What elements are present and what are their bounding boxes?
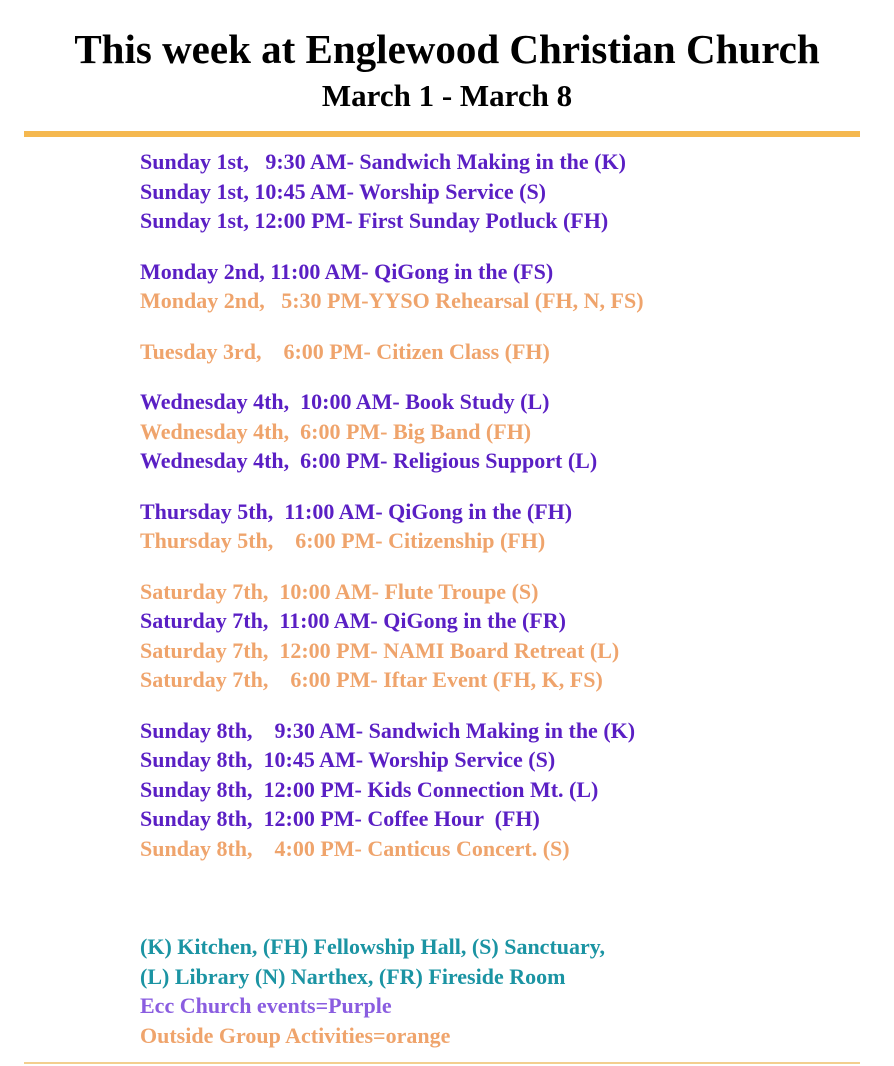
day-group xyxy=(140,147,880,236)
outside-event-line: Tuesday 3rd, 6:00 PM- Citizen Class (FH) xyxy=(140,338,550,364)
outside-event-line: Saturday 7th, 10:00 AM- Flute Troupe (S) xyxy=(140,578,539,604)
day-group xyxy=(140,257,880,316)
top-divider xyxy=(24,131,860,137)
page-title: This week at Englewood Christian Church xyxy=(74,26,820,72)
date-range-subtitle: March 1 - March 8 xyxy=(321,78,573,113)
ecc-event-line: Sunday 8th, 9:30 AM- Sandwich Making in the (K) xyxy=(140,717,636,743)
outside-event-line: Saturday 7th, 6:00 PM- Iftar Event (FH, K, FS) xyxy=(140,667,603,692)
ecc-event-line: Sunday 1st, 9:30 AM- Sandwich Making in the (K) xyxy=(140,149,626,174)
legend-ecc-events-key: Ecc Church events=Purple xyxy=(140,993,392,1018)
ecc-event-line: Sunday 1st, 10:45 AM- Worship Service (S) xyxy=(140,178,547,204)
day-group xyxy=(140,387,880,476)
legend-outside-activities-key: Outside Group Activities=orange xyxy=(140,1022,451,1048)
ecc-event-line: Sunday 1st, 12:00 PM- First Sunday Potluck (FH) xyxy=(140,208,609,233)
ecc-event-line: Sunday 8th, 10:45 AM- Worship Service (S) xyxy=(140,747,556,772)
bottom-divider xyxy=(24,1062,860,1064)
outside-event-line: Sunday 8th, 4:00 PM- Canticus Concert. (S) xyxy=(140,835,570,861)
legend xyxy=(140,932,880,1050)
ecc-event-line: Wednesday 4th, 10:00 AM- Book Study (L) xyxy=(140,389,550,414)
ecc-event-line: Monday 2nd, 11:00 AM- QiGong in the (FS) xyxy=(140,258,554,284)
legend-locations-line-2: (L) Library (N) Narthex, (FR) Fireside Room xyxy=(140,963,566,989)
outside-event-line: Wednesday 4th, 6:00 PM- Big Band (FH) xyxy=(140,418,532,444)
ecc-event-line: Thursday 5th, 11:00 AM- QiGong in the (FH) xyxy=(140,498,573,524)
day-group xyxy=(140,577,880,695)
legend-locations-line-1: (K) Kitchen, (FH) Fellowship Hall, (S) Sanctuary, xyxy=(140,934,606,959)
ecc-event-line: Sunday 8th, 12:00 PM- Coffee Hour (FH) xyxy=(140,806,540,831)
ecc-event-line: Sunday 8th, 12:00 PM- Kids Connection Mt. (L) xyxy=(140,776,599,802)
day-group xyxy=(140,337,880,367)
outside-event-line: Monday 2nd, 5:30 PM-YYSO Rehearsal (FH, N, FS) xyxy=(140,288,644,313)
day-group xyxy=(140,716,880,864)
event-schedule xyxy=(140,147,880,884)
outside-event-line: Thursday 5th, 6:00 PM- Citizenship (FH) xyxy=(140,528,546,553)
ecc-event-line: Wednesday 4th, 6:00 PM- Religious Support (L) xyxy=(140,448,598,473)
day-group xyxy=(140,497,880,556)
outside-event-line: Saturday 7th, 12:00 PM- NAMI Board Retreat (L) xyxy=(140,637,620,663)
ecc-event-line: Saturday 7th, 11:00 AM- QiGong in the (FR) xyxy=(140,608,566,633)
